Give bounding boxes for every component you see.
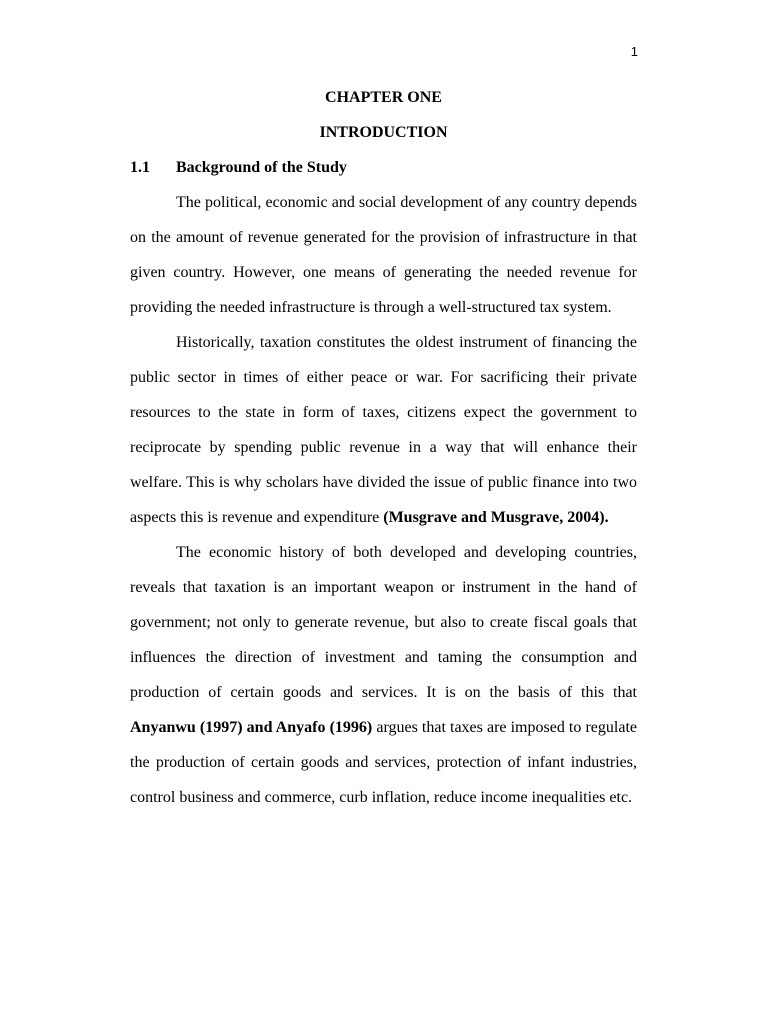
section-heading bbox=[130, 150, 637, 185]
paragraph-3 bbox=[130, 535, 637, 815]
paragraph-3-text-after: argues that taxes are imposed to regulate the production of certain goods and services, protection of infant industries, control business and commerce, curb inflation, reduce income inequalities etc. bbox=[130, 719, 638, 806]
section-number: 1.1 bbox=[130, 159, 150, 176]
paragraph-2 bbox=[130, 325, 637, 535]
paragraph-1 bbox=[130, 185, 637, 325]
paragraph-3-citation: Anyanwu (1997) and Anyafo (1996) bbox=[130, 719, 373, 736]
page-number: 1 bbox=[630, 44, 638, 59]
chapter-subtitle: INTRODUCTION bbox=[319, 124, 448, 141]
paragraph-3-text-before: The economic history of both developed and developing countries, reveals that taxation is an important weapon or instrument in the hand of government; not only to generate revenue, but also to create fiscal goals that influences the direction of investment and taming the consumption and production of certain goods and services. It is on the basis of this that bbox=[130, 544, 637, 701]
page-content bbox=[130, 80, 637, 815]
paragraph-2-text: Historically, taxation constitutes the oldest instrument of financing the public sector in times of either peace or war. For sacrificing their private resources to the state in form of taxes, citizens expect the government to reciprocate by spending public revenue in a way that will enhance their welfare. This is why scholars have divided the issue of public finance into two aspects this is revenue and expenditure bbox=[130, 334, 637, 526]
section-title: Background of the Study bbox=[176, 159, 347, 176]
paragraph-2-citation: (Musgrave and Musgrave, 2004). bbox=[383, 509, 609, 526]
paragraph-1-text: The political, economic and social development of any country depends on the amount of revenue generated for the provision of infrastructure in that given country. However, one means of generating the needed revenue for providing the needed infrastructure is through a well-structured tax system. bbox=[130, 194, 637, 316]
chapter-title: CHAPTER ONE bbox=[325, 89, 442, 106]
